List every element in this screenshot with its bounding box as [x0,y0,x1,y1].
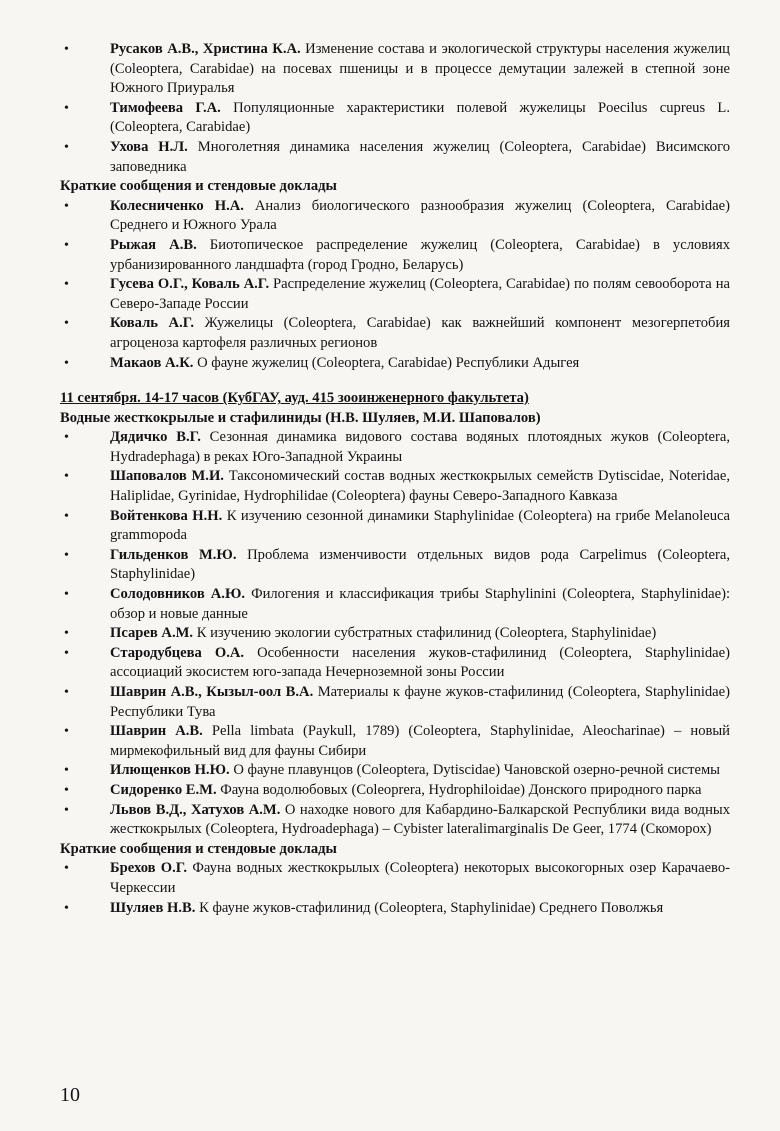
talk-title: О фауне плавунцов (Coleoptera, Dytiscidae) Чановской озерно-речной системы [229,762,720,779]
bullet: • [64,802,69,818]
bullet: • [64,237,69,253]
list-item [64,354,730,374]
author: Ухова Н.Л. [110,138,188,155]
author: Рыжая А.В. [110,236,197,253]
list-item [64,314,730,353]
bullet: • [64,685,69,700]
session-date-heading: 11 сентября. 14-17 часов (КубГАУ, ауд. 415 зооинженерного факультета) [60,390,529,407]
list-item [64,644,730,683]
list-item [64,138,730,177]
bullet: • [64,198,69,214]
talk-title: Изменение состава и экологической структуры населения жужелиц (Coleoptera, Carabidae) на посевах пшеницы и в процессе демутации залежей в степной зоне Южного Приуралья [110,41,730,97]
list-item [64,683,730,722]
talk-title: Популяционные характеристики полевой жужелицы Poecilus cupreus L. (Coleoptera, Carabidae) [110,99,730,136]
list-item [64,507,730,546]
bullet: • [64,626,69,642]
carabidae-talks-list [0,40,780,177]
author: Шаврин А.В., Кызыл-оол В.А. [110,684,314,700]
bullet: • [64,469,69,485]
author: Колесниченко Н.А. [110,197,244,214]
author: Шаврин А.В. [110,723,203,740]
talk-title: К изучению экологии субстратных стафилинид (Coleoptera, Staphylinidae) [193,625,657,642]
talk-title: О фауне жужелиц (Coleoptera, Carabidae) Республики Адыгея [193,354,580,371]
carabidae-short-reports-list [0,197,780,373]
author: Львов В.Д., Хатухов А.М. [110,801,281,818]
list-item [64,275,730,314]
author: Макаов А.К. [110,354,194,371]
list-item [64,40,730,99]
author: Илющенков Н.Ю. [110,762,230,779]
author: Войтенкова Н.Н. [110,507,223,524]
author: Коваль А.Г. [110,315,195,332]
talk-title: Особенности населения жуков-стафилинид (Coleoptera, Staphylinidae) ассоциаций экосистем юго-запада Нечерноземной зоны России [110,644,730,681]
author: Шуляев Н.В. [110,899,196,916]
list-item [64,546,730,585]
bullet: • [64,763,69,779]
author: Дядичко В.Г. [110,429,201,446]
talk-title: Жужелицы (Coleoptera, Carabidae) как важнейший компонент мезогерпетобия агроценоза картофеля различных регионов [110,315,730,351]
list-item [64,624,730,644]
talk-title: К фауне жуков-стафилинид (Coleoptera, Staphylinidae) Среднего Поволжья [195,899,664,916]
talk-title: Фауна водолюбовых (Coleoprera, Hydrophiloidae) Донского природного парка [216,781,702,798]
bullet: • [64,900,69,916]
talk-title: К изучению сезонной динамики Staphylinidae (Coleoptera) на грибе Melanoleuca grammopoda [110,507,730,544]
talk-title: Материалы к фауне жуков-стафилинид (Coleoptera, Staphylinidae) Республики Тува [110,684,730,720]
list-item [64,236,730,275]
bullet: • [64,100,69,116]
bullet: • [64,645,69,661]
author: Гильденков М.Ю. [110,546,237,563]
bullet: • [64,508,69,524]
aquatic-staphylinid-talks-list [0,428,780,839]
author: Тимофеева Г.А. [110,99,221,116]
bullet: • [64,861,69,877]
bullet: • [64,724,69,740]
talk-title: Филогения и классификация трибы Staphylinini (Coleoptera, Staphylinidae): обзор и новые данные [110,586,730,622]
bullet: • [64,430,69,446]
list-item [64,197,731,236]
bullet: • [64,355,69,371]
talk-title: Проблема изменчивости отдельных видов рода Carpelimus (Coleoptera, Staphylinidae) [110,546,730,583]
author: Гусева О.Г., Коваль А.Г. [110,276,270,293]
aquatic-short-reports-list [0,859,780,918]
list-item [64,722,730,761]
author: Стародубцева О.А. [110,644,245,661]
talk-title: Сезонная динамика видового состава водяных плотоядных жуков (Coleoptera, Hydradephaga) в реках Юго-Западной Украины [110,429,730,465]
list-item [64,467,730,506]
talk-title: Анализ биологического разнообразия жужелиц (Coleoptera, Carabidae) Среднего и Южного Урала [110,197,731,234]
bullet: • [64,277,69,293]
author: Сидоренко Е.М. [110,781,217,798]
list-item [64,899,730,919]
document-page [0,40,780,918]
talk-title: Pella limbata (Paykull, 1789) (Coleoptera, Staphylinidae, Aleocharinae) – новый мирмекофильный вид для фауны Сибири [110,723,730,759]
list-item [64,761,730,781]
list-item [64,428,730,467]
list-item [64,801,730,840]
page-number: 10 [60,1084,80,1106]
section-heading: Водные жесткокрылые и стафилиниды (Н.В. Шуляев, М.И. Шаповалов) [60,409,541,426]
list-item [64,585,730,624]
section-heading: Краткие сообщения и стендовые доклады [60,840,337,857]
bullet: • [64,782,69,798]
talk-title: Биотопическое распределение жужелиц (Coleoptera, Carabidae) в условиях урбанизированного ландшафта (город Гродно, Беларусь) [110,236,730,273]
talk-title: Фауна водных жесткокрылых (Coleoptera) некоторых высокогорных озер Карачаево-Черкессии [110,860,730,896]
talk-title: Распределение жужелиц (Coleoptera, Carabidae) по полям севооборота на Северо-Западе России [110,276,730,312]
author: Шаповалов М.И. [110,468,224,485]
list-item [64,99,730,138]
talk-title: О находке нового для Кабардино-Балкарской Республики вида водных жесткокрылых (Coleoptera, Hydroadephaga) – Cybister lateralimarginalis De Geer, 1774 (Скоморох) [110,801,730,838]
author: Солодовников А.Ю. [110,586,246,603]
author: Брехов О.Г. [110,860,188,877]
section-heading: Краткие сообщения и стендовые доклады [60,178,337,195]
author: Псарев А.М. [110,625,194,642]
author: Русаков А.В., Христина К.А. [110,41,301,57]
list-item [64,781,730,801]
bullet: • [64,587,69,603]
bullet: • [64,547,69,563]
bullet: • [64,42,69,57]
talk-title: Таксономический состав водных жесткокрылых семейств Dytiscidae, Noteridae, Haliplidae, Gyrinidae, Hydrophilidae (Coleoptera) фауны Северо-Западного Кавказа [110,468,730,505]
bullet: • [64,139,69,155]
list-item [64,859,730,898]
talk-title: Многолетняя динамика населения жужелиц (Coleoptera, Carabidae) Висимского заповедника [110,138,730,175]
bullet: • [64,316,69,332]
